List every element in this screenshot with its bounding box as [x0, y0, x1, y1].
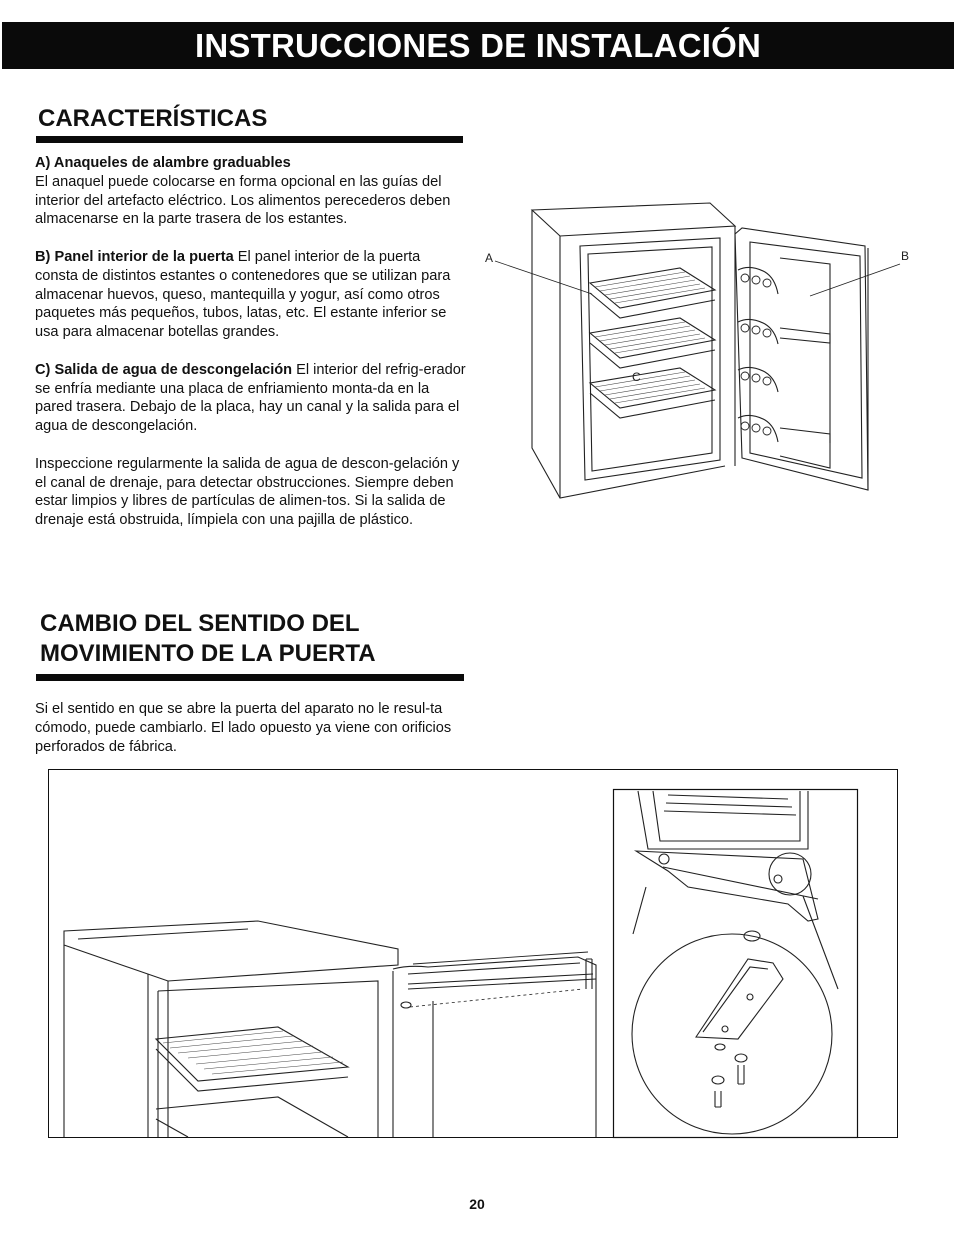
feature-b: [35, 248, 467, 342]
features-text: [35, 154, 467, 549]
page-title: INSTRUCCIONES DE INSTALACIÓN: [2, 22, 954, 69]
door-reversal-heading-rule: [36, 674, 464, 681]
feature-a: [35, 154, 467, 229]
feature-b-text: El panel interior de la puerta consta de distintos estantes o contenedores que se utilizan para almacenar huevos, queso, mantequilla y yogur, así como otros paquetes más pequeños, tubos, latas, etc. El estante inferior se usa para almacenar botellas grandes.: [35, 248, 451, 341]
fridge-open-illustration: [480, 198, 910, 503]
label-a: A: [485, 251, 494, 265]
inspect-paragraph: Inspeccione regularmente la salida de agua de descon-gelación y el canal de drenaje, para detectar obstrucciones. Siempre deben estar limpios y libres de partículas de alimen-tos. Si la salida de drenaje está obstruida, límpiela con una pajilla de plástico.: [35, 455, 460, 529]
feature-a-text: El anaquel puede colocarse en forma opcional en las guías del interior del artefacto eléctrico. Los alimentos perecederos deben almacenarse en la parte trasera de los estantes.: [35, 173, 451, 228]
feature-c-heading: C) Salida de agua de descongelación: [35, 361, 293, 378]
feature-a-heading: A) Anaqueles de alambre graduables: [35, 155, 291, 171]
features-heading-rule: [36, 136, 463, 143]
feature-c: [35, 361, 467, 436]
label-c: C: [632, 370, 641, 384]
door-reversal-illustration: [48, 769, 898, 1159]
label-b: B: [901, 249, 910, 263]
page-number: 20: [469, 1196, 485, 1212]
feature-c-text: El interior del refrig-erador se enfría mediante una placa de enfriamiento monta-da en la pared trasera. Debajo de la placa, hay un canal y la salida para el agua de descongelación.: [35, 361, 466, 435]
door-reversal-heading: [40, 609, 376, 669]
door-reversal-heading-line2: MOVIMIENTO DE LA PUERTA: [40, 640, 376, 667]
feature-b-heading: B) Panel interior de la puerta: [35, 248, 234, 265]
door-reversal-heading-line1: CAMBIO DEL SENTIDO DEL: [40, 610, 360, 637]
door-reversal-text: [35, 700, 467, 775]
features-heading: CARACTERÍSTICAS: [38, 105, 268, 132]
door-reversal-paragraph: Si el sentido en que se abre la puerta del aparato no le resul-ta cómodo, puede cambiarlo. El lado opuesto ya viene con orificios perforados de fábrica.: [35, 701, 452, 755]
